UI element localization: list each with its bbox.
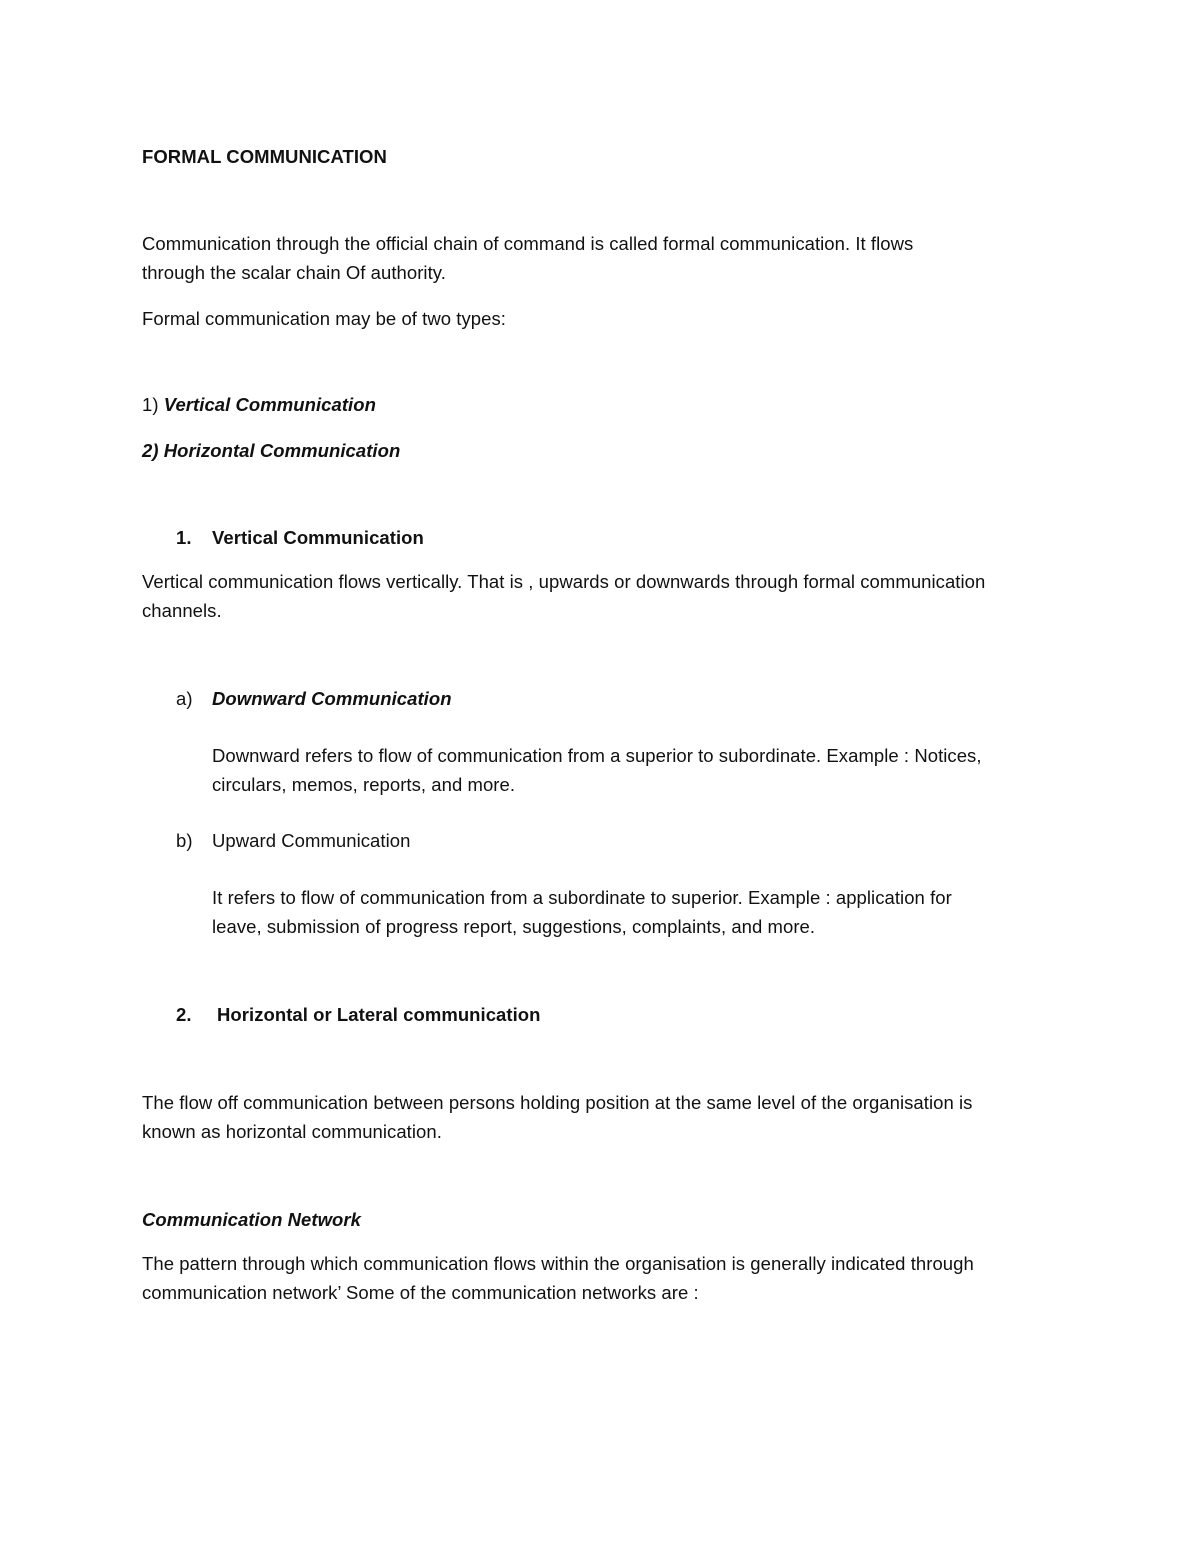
- type-1-number: 1): [142, 394, 159, 415]
- section-2-body-line-1: The flow off communication between persons holding position at the same level of the organisation is: [142, 1092, 973, 1113]
- subsection-b-body-line-1: It refers to flow of communication from a subordinate to superior. Example : application for: [212, 887, 952, 908]
- section-1-heading: Vertical Communication: [212, 527, 424, 548]
- subsection-b-body-line-2: leave, submission of progress report, suggestions, complaints, and more.: [212, 916, 816, 937]
- section-2-body-line-2: known as horizontal communication.: [142, 1121, 442, 1142]
- intro-paragraph-line-1: Communication through the official chain of command is called formal communication. It flows: [142, 233, 914, 254]
- section-1-body-line-2: channels.: [142, 600, 222, 621]
- subsection-a-heading: Downward Communication: [212, 688, 452, 709]
- type-2-item: 2) Horizontal Communication: [142, 440, 401, 461]
- type-1-label: Vertical Communication: [158, 394, 376, 415]
- type-1-item: [142, 390, 376, 419]
- types-intro: Formal communication may be of two types:: [142, 308, 506, 329]
- section-2-number: 2.: [176, 1004, 192, 1025]
- subsection-b-marker: b): [176, 830, 193, 851]
- network-body-line-2: communication network’ Some of the communication networks are :: [142, 1282, 699, 1303]
- subsection-a-body-line-2: circulars, memos, reports, and more.: [212, 774, 516, 795]
- section-1-body-line-1: Vertical communication flows vertically. That is , upwards or downwards through formal communication: [142, 571, 986, 592]
- network-body-line-1: The pattern through which communication flows within the organisation is generally indicated through: [142, 1253, 974, 1274]
- section-2-heading: Horizontal or Lateral communication: [217, 1004, 541, 1025]
- subsection-a-body-line-1: Downward refers to flow of communication from a superior to subordinate. Example : Notices,: [212, 745, 982, 766]
- section-1-number: 1.: [176, 527, 192, 548]
- subsection-b-heading: Upward Communication: [212, 830, 411, 851]
- intro-paragraph-line-2: through the scalar chain Of authority.: [142, 262, 446, 283]
- subsection-a-marker: a): [176, 688, 193, 709]
- network-heading: Communication Network: [142, 1209, 361, 1230]
- document-title: FORMAL COMMUNICATION: [142, 146, 387, 167]
